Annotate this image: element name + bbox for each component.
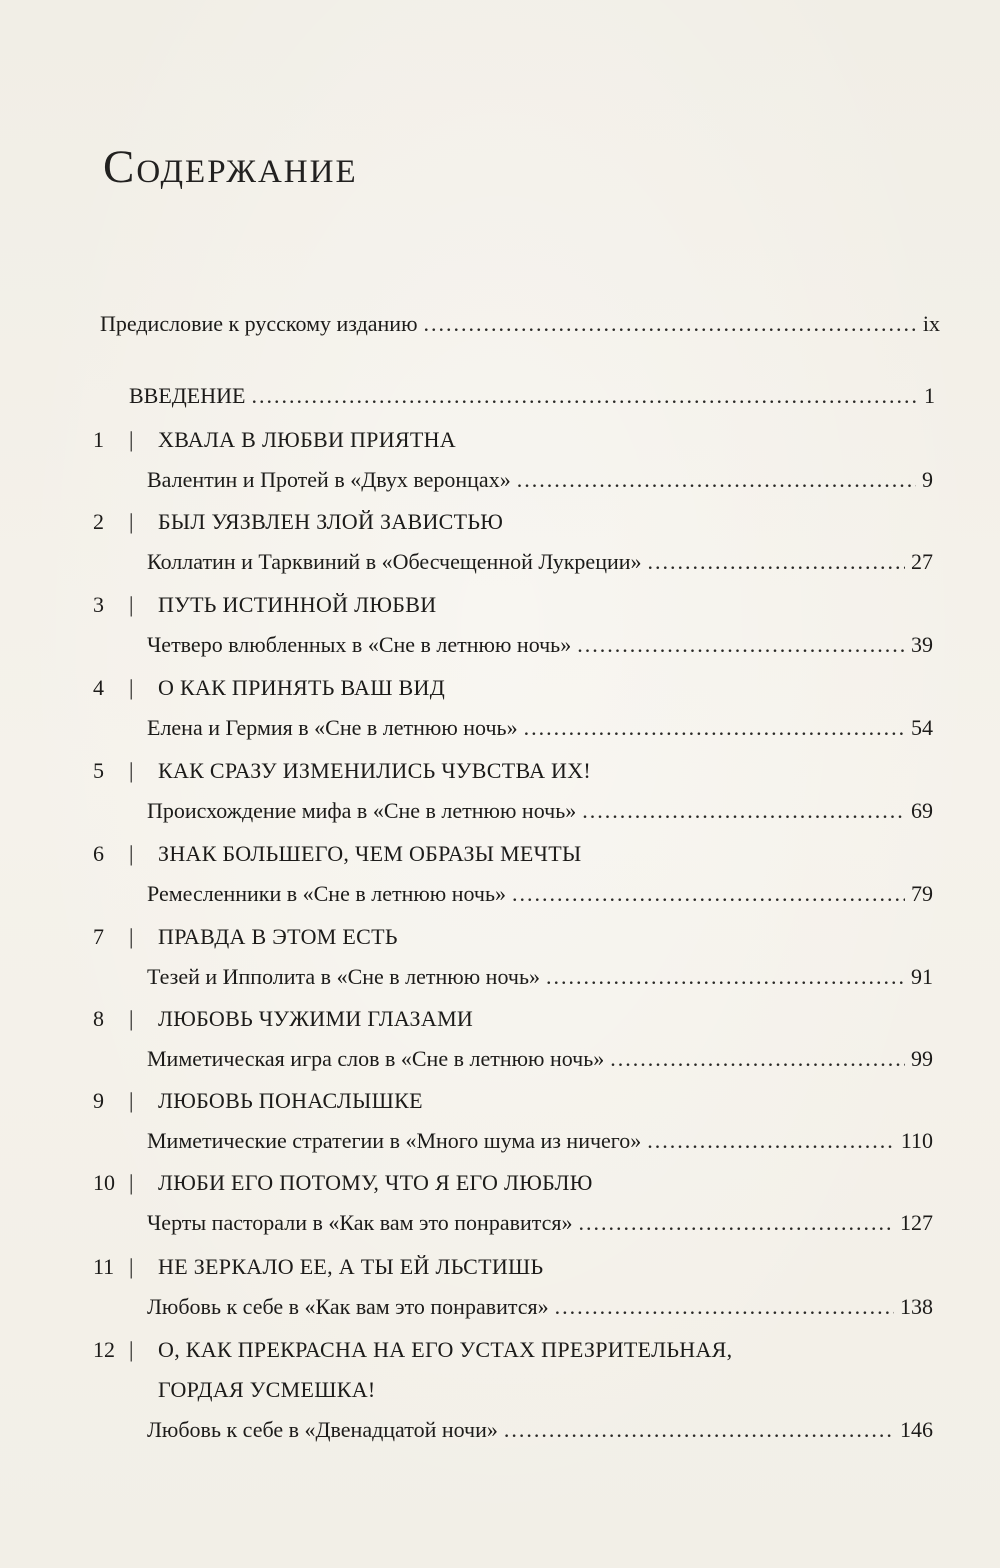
leader-dots: [648, 547, 905, 577]
chapter-page: 9: [922, 467, 933, 492]
chapter-number: 11: [93, 1254, 115, 1279]
chapter-subtitle: Происхождение мифа в «Сне в летнюю ночь»: [147, 798, 577, 823]
chapter-title: ЛЮБОВЬ ПОНАСЛЫШКЕ: [158, 1088, 423, 1113]
chapter-number: 5: [93, 758, 104, 783]
chapter-subtitle: Елена и Гермия в «Сне в летнюю ночь»: [147, 715, 518, 740]
chapter-separator: |: [129, 427, 134, 452]
toc-entry-page: 1: [924, 383, 935, 408]
chapter-separator: |: [129, 1254, 134, 1279]
chapter-title: О КАК ПРИНЯТЬ ВАШ ВИД: [158, 675, 446, 700]
chapter-title: КАК СРАЗУ ИЗМЕНИЛИСЬ ЧУВСТВА ИХ!: [158, 758, 592, 783]
leader-dots: [579, 1208, 894, 1238]
toc-chapter-1[interactable]: [0, 425, 1000, 492]
toc-entry-preface[interactable]: [100, 311, 940, 337]
chapter-page: 91: [911, 964, 933, 989]
toc-chapter-5[interactable]: [0, 756, 1000, 823]
chapter-number: 3: [93, 592, 104, 617]
leader-dots: [610, 1044, 905, 1074]
toc-entry-page: ix: [922, 311, 940, 336]
chapter-title: ПУТЬ ИСТИННОЙ ЛЮБВИ: [158, 592, 437, 617]
leader-dots: [582, 796, 905, 826]
chapter-number: 6: [93, 841, 104, 866]
chapter-title: ЗНАК БОЛЬШЕГО, ЧЕМ ОБРАЗЫ МЕЧТЫ: [158, 841, 582, 866]
chapter-number: 4: [93, 675, 104, 700]
chapter-separator: |: [129, 1337, 134, 1362]
chapter-title: ЛЮБОВЬ ЧУЖИМИ ГЛАЗАМИ: [158, 1006, 474, 1031]
chapter-page: 146: [900, 1417, 933, 1442]
chapter-number: 8: [93, 1006, 104, 1031]
chapter-subtitle: Коллатин и Тарквиний в «Обесчещенной Лукреции»: [147, 549, 642, 574]
leader-dots: [524, 713, 905, 743]
chapter-page: 79: [911, 881, 933, 906]
chapter-subtitle: Черты пасторали в «Как вам это понравится»: [147, 1210, 573, 1235]
chapter-subtitle-line: [147, 1208, 933, 1238]
chapter-subtitle: Миметические стратегии в «Много шума из ничего»: [147, 1128, 642, 1153]
chapter-subtitle-line: [147, 879, 933, 909]
toc-chapter-4[interactable]: [0, 673, 1000, 740]
chapter-separator: |: [129, 1088, 134, 1113]
chapter-title-line2: ГОРДАЯ УСМЕШКА!: [158, 1377, 376, 1402]
chapter-subtitle-line: [147, 796, 933, 826]
leader-dots: [512, 879, 905, 909]
chapter-subtitle-line: [147, 1292, 933, 1322]
chapter-title: ПРАВДА В ЭТОМ ЕСТЬ: [158, 924, 398, 949]
toc-chapter-6[interactable]: [0, 839, 1000, 906]
chapter-separator: |: [129, 592, 134, 617]
chapter-subtitle-line: [147, 1126, 933, 1156]
chapter-subtitle-line: [147, 465, 933, 495]
chapter-page: 138: [900, 1294, 933, 1319]
leader-dots: [251, 383, 918, 409]
toc-chapter-11[interactable]: [0, 1252, 1000, 1319]
chapter-page: 110: [900, 1128, 933, 1153]
chapter-separator: |: [129, 841, 134, 866]
chapter-subtitle: Миметическая игра слов в «Сне в летнюю ночь»: [147, 1046, 605, 1071]
chapter-number: 1: [93, 427, 104, 452]
chapter-separator: |: [129, 675, 134, 700]
chapter-separator: |: [129, 924, 134, 949]
chapter-subtitle-line: [147, 713, 933, 743]
chapter-number: 2: [93, 509, 104, 534]
chapter-subtitle-line: [147, 1044, 933, 1074]
toc-chapter-8[interactable]: [0, 1004, 1000, 1071]
leader-dots: [517, 465, 916, 495]
toc-chapter-9[interactable]: [0, 1086, 1000, 1153]
chapter-separator: |: [129, 1170, 134, 1195]
leader-dots: [546, 962, 905, 992]
toc-chapter-2[interactable]: [0, 507, 1000, 574]
chapter-subtitle: Любовь к себе в «Как вам это понравится»: [147, 1294, 549, 1319]
toc-entry-label: ВВЕДЕНИЕ: [129, 383, 246, 408]
chapter-number: 12: [93, 1337, 115, 1362]
toc-chapter-12[interactable]: [0, 1335, 1000, 1442]
chapter-separator: |: [129, 758, 134, 783]
chapter-number: 10: [93, 1170, 115, 1195]
chapter-subtitle-line: [147, 630, 933, 660]
leader-dots: [555, 1292, 894, 1322]
chapter-title: ЛЮБИ ЕГО ПОТОМУ, ЧТО Я ЕГО ЛЮБЛЮ: [158, 1170, 593, 1195]
chapter-title: БЫЛ УЯЗВЛЕН ЗЛОЙ ЗАВИСТЬЮ: [158, 509, 504, 534]
chapter-page: 27: [911, 549, 933, 574]
page-title: Содержание: [103, 141, 358, 193]
chapter-subtitle: Любовь к себе в «Двенадцатой ночи»: [147, 1417, 498, 1442]
chapter-title: О, КАК ПРЕКРАСНА НА ЕГО УСТАХ ПРЕЗРИТЕЛЬНАЯ,: [158, 1337, 733, 1362]
leader-dots: [424, 311, 917, 337]
leader-dots: [577, 630, 905, 660]
chapter-title: НЕ ЗЕРКАЛО ЕЕ, А ТЫ ЕЙ ЛЬСТИШЬ: [158, 1254, 544, 1279]
chapter-separator: |: [129, 1006, 134, 1031]
chapter-subtitle-line: [147, 547, 933, 577]
leader-dots: [504, 1415, 894, 1445]
chapter-separator: |: [129, 509, 134, 534]
chapter-subtitle-line: [147, 1415, 933, 1445]
chapter-number: 7: [93, 924, 104, 949]
chapter-page: 127: [900, 1210, 933, 1235]
chapter-page: 69: [911, 798, 933, 823]
chapter-page: 54: [911, 715, 933, 740]
leader-dots: [647, 1126, 895, 1156]
chapter-subtitle: Тезей и Ипполита в «Сне в летнюю ночь»: [147, 964, 540, 989]
chapter-subtitle-line: [147, 962, 933, 992]
toc-chapter-7[interactable]: [0, 922, 1000, 989]
chapter-number: 9: [93, 1088, 104, 1113]
toc-entry-intro[interactable]: [129, 383, 935, 409]
chapter-title: ХВАЛА В ЛЮБВИ ПРИЯТНА: [158, 427, 456, 452]
chapter-subtitle: Ремесленники в «Сне в летнюю ночь»: [147, 881, 507, 906]
toc-chapter-10[interactable]: [0, 1168, 1000, 1235]
chapter-page: 39: [911, 632, 933, 657]
chapter-subtitle: Валентин и Протей в «Двух веронцах»: [147, 467, 511, 492]
chapter-page: 99: [911, 1046, 933, 1071]
toc-entry-label: Предисловие к русскому изданию: [100, 311, 418, 336]
toc-chapter-3[interactable]: [0, 590, 1000, 657]
chapter-subtitle: Четверо влюбленных в «Сне в летнюю ночь»: [147, 632, 572, 657]
